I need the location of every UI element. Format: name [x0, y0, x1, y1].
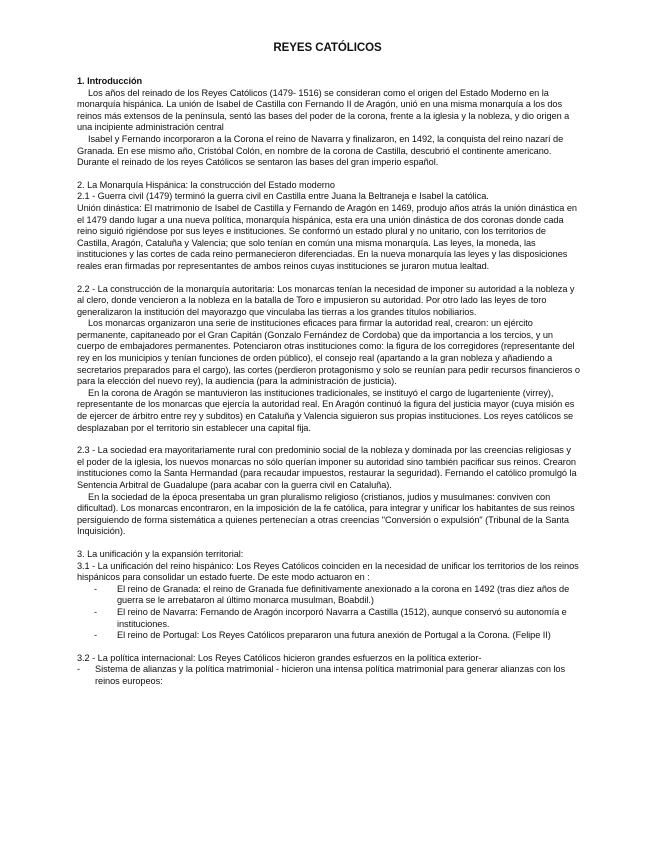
section-2-2-institutions-paragraph: Los monarcas organizaron una serie de instituciones eficaces para firmar la autoridad real, crearon: un ejército permanente, capitaneado por el Gran Capitán (Gonzalo Fernández de Cordoba) que da importancia a los tercios, y un cuerpo de embajadores permanentes. Potenciaron otras instituciones como: la figura de los corregidores (representante del rey en los municipios y tenían funciones de orden público), el consejo real (apartando a la gran nobleza y añadiendo a secretarios preparados para el cargo), las cortes (perdieron protagonismo y solo se reunían para pedir recursos financieros o para la elección del nuevo rey), la audiencia (para la administración de justicia).: [77, 318, 580, 387]
spacer: [77, 538, 580, 549]
section-2-3-society-paragraph: En la sociedad de la época presentaba un gran pluralismo religioso (cristianos, judios y musulmanes: conviven con dificultad). Los monarcas encontraron, en la imposición de la fe católica, para integrar y unificar los habitantes de sus reinos persiguiendo de forma sistemática a quienes pertenecían a otras creencias "Conversión o expulsión" (Tribunal de la Santa Inquisición).: [77, 491, 575, 537]
section-3-1-paragraph: 3.1 - La unificación del reino hispánico: Los Reyes Católicos coinciden en la necesidad de unificar los territorios de los reinos hispánicos para consolidar un estado fuerte. De este modo actuaron en :: [77, 560, 579, 583]
section-2-2-paragraph: 2.2 - La construcción de la monarquía autoritaria: Los monarcas tenían la necesidad de imponer su autoridad a la nobleza y al clero, donde vencieron a la nobleza en la batalla de Toro e impusieron su autoridad. Por otro lado las leyes de toro generalizaron la institución del mayorazgo que vinculaba las tierras a los grandes títulos nobiliarios.: [77, 283, 575, 317]
spacer: [77, 169, 580, 180]
dash-bullet: -: [94, 606, 98, 617]
dash-bullet: -: [77, 664, 81, 675]
dash-bullet: -: [94, 583, 98, 594]
section-3-heading: 3. La unificación y la expansión territorial:: [77, 548, 244, 559]
list-item: [77, 630, 580, 642]
unification-list: [77, 584, 580, 642]
list-item-text: El reino de Navarra: Fernando de Aragón incorporó Navarra a Castilla (1512), aunque conservó su autonomía e instituciones.: [117, 606, 567, 629]
section-2-2-aragon-paragraph: En la corona de Aragón se mantuvieron las instituciones tradicionales, se instituyó el cargo de lugarteniente (virrey), representante de los monarcas que ejercía la autoridad real. En Aragón continuó la figura del justicia mayor (cuya misión es de ejercer de árbitro entre rey y subditos) en Cataluña y Valencia siguieron sus propias instituciones. Los reyes católicos se desplazaban por el territorio sin establecer una capital fija.: [77, 387, 575, 433]
section-2-1-paragraph: 2.1 - Guerra civil (1479) terminó la guerra civil en Castilla entre Juana la Beltraneja e Isabel la católica.: [77, 191, 489, 202]
page-title: REYES CATÓLICOS: [273, 42, 382, 54]
list-item: [77, 584, 580, 607]
list-item: [77, 607, 580, 630]
section-3-2-paragraph: 3.2 - La política internacional: Los Reyes Católicos hicieron grandes esfuerzos en la política exterior-: [77, 652, 482, 663]
section-2-1-union-paragraph: Unión dinástica: El matrimonio de Isabel de Castilla y Fernando de Aragón en 1469, produjo años atrás la unión dinástica en el 1479 dando lugar a una nueva política, monarquía hispánica, esta era una unión dinástica de dos coronas donde cada reino siguió rigiéndose por sus leyes e instituciones. Se conformó un estado plural y no unitario, con los territorios de Castilla, Aragón, Cataluña y Valencia; que solo tenían en común una misma monarquía. Las leyes, la moneda, las instituciones y las cortes de cada reino permanecieron diferenciadas. En la nueva monarquía las leyes y las disposiciones reales eran firmadas por representantes de ambos reinos cuyas instituciones se juraron mutua lealtad.: [77, 202, 577, 271]
spacer: [77, 273, 580, 284]
section-1-heading: 1. Introducción: [77, 76, 143, 86]
list-item: [77, 664, 580, 687]
foreign-policy-list: [77, 664, 580, 687]
list-item-text: El reino de Portugal: Los Reyes Católicos prepararon una futura anexión de Portugal a la Corona. (Felipe II): [117, 630, 551, 641]
list-item-text: El reino de Granada: el reino de Granada fue definitivamente anexionado a la corona en 1492 (tras diez años de guerra se le arrebataron al último monarca musulman, Boabdil.): [117, 583, 570, 606]
section-1-paragraph-1: Los años del reinado de los Reyes Católicos (1479- 1516) se consideran como el origen del Estado Moderno en la monarquía hispánica. La unión de Isabel de Castilla con Fernando II de Aragón, unió en una misma monarquía a los dos reinos más extensos de la península, sentó las bases del poder de la corona, frente a la iglesia y la nobleza, y dio origen a una incipiente administración central: [77, 87, 570, 133]
list-item-text: Sistema de alianzas y la política matrimonial - hicieron una intensa política matrimonial para generar alianzas con los reinos europeos:: [95, 664, 565, 686]
spacer: [77, 434, 580, 445]
spacer: [77, 642, 580, 653]
section-2-3-paragraph: 2.3 - La sociedad era mayoritariamente rural con predominio social de la nobleza y dominada por las creencias religiosas y el poder de la iglesia, los nuevos monarcas no sólo querían imponer su autoridad sino también pacificar sus reinos. Crearon instituciones como la Santa Hermandad (para recaudar impuestos, restaurar la seguridad). Fernando el católico promulgó la Sentencia Arbitral de Guadalupe (para acabar con la guerra civil en Cataluña).: [77, 445, 577, 490]
document-body: [77, 76, 580, 688]
section-2-heading: 2. La Monarquía Hispánica: la construcción del Estado moderno: [77, 179, 335, 190]
section-1-paragraph-2: Isabel y Fernando incorporaron a la Corona el reino de Navarra y finalizaron, en 1492, la conquista del reino nazarí de Granada. En ese mismo año, Cristóbal Colón, en nombre de la corona de Castilla, descubrió el continente americano. Durante el reinado de los reyes Católicos se sentaron las bases del gran imperio español.: [77, 133, 564, 168]
dash-bullet: -: [94, 630, 98, 641]
